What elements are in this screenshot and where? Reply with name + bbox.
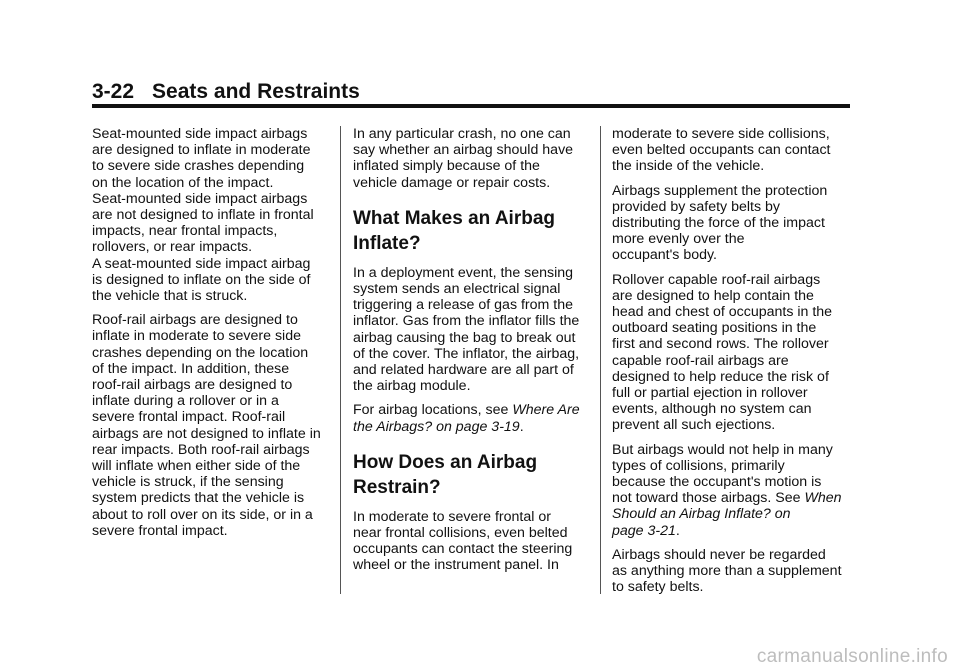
text-line: severe frontal impact. <box>92 522 228 539</box>
paragraph-rollover-roof-rail <box>612 272 852 434</box>
text-line: airbag causing the bag to break out <box>353 329 576 346</box>
text-line: But airbags would not help in many <box>612 441 833 458</box>
text-line: near frontal collisions, even belted <box>353 525 568 542</box>
text-line: distributing the force of the impact <box>612 215 825 232</box>
text-line: crashes depending on the location <box>92 344 309 361</box>
text-span: For airbag locations, see <box>353 402 513 419</box>
text-line: full or partial ejection in rollover <box>612 385 808 402</box>
text-line: more evenly over the <box>612 231 745 248</box>
text-line <box>612 490 852 506</box>
text-line: Airbags supplement the protection <box>612 182 828 199</box>
column-divider-1 <box>340 126 341 594</box>
text-line: inflated simply because of the <box>353 158 540 175</box>
text-line: occupants can contact the steering <box>353 541 573 558</box>
text-line: is designed to inflate on the side of <box>92 271 311 288</box>
column-2 <box>353 126 593 582</box>
text-line: inflate during a rollover or in a <box>92 393 279 410</box>
text-line: Seat-mounted side impact airbags <box>92 190 308 207</box>
page-header <box>92 80 360 104</box>
text-line: Rollover capable roof-rail airbags <box>612 271 821 288</box>
text-line: impacts, near frontal impacts, <box>92 223 278 240</box>
header-rule <box>92 104 850 108</box>
text-line: In moderate to severe frontal or <box>353 508 551 525</box>
heading-line: How Does an Airbag <box>353 451 538 473</box>
text-line: will inflate when either side of the <box>92 458 301 475</box>
text-line <box>612 506 852 522</box>
paragraph-seat-mounted-airbags <box>92 126 332 304</box>
text-span: not toward those airbags. See <box>612 490 805 507</box>
text-line <box>353 402 593 418</box>
text-line: provided by safety belts by <box>612 198 780 215</box>
text-line: the inside of the vehicle. <box>612 158 765 175</box>
text-line: outboard seating positions in the <box>612 320 817 337</box>
text-line: prevent all such ejections. <box>612 417 776 434</box>
text-line: to safety belts. <box>612 579 704 596</box>
text-span: . <box>519 418 524 435</box>
text-line: of the cover. The inflator, the airbag, <box>353 345 580 362</box>
text-line: inflate in moderate to severe side <box>92 328 301 345</box>
text-line: say whether an airbag should have <box>353 142 574 159</box>
text-line: In a deployment event, the sensing <box>353 264 574 281</box>
text-line: severe frontal impact. Roof-rail <box>92 409 286 426</box>
column-3 <box>612 126 852 603</box>
column-divider-2 <box>600 126 601 594</box>
text-line: head and chest of occupants in the <box>612 304 833 321</box>
text-line: are designed to help contain the <box>612 287 814 304</box>
text-line: occupant's body. <box>612 247 717 264</box>
text-line: to severe side crashes depending <box>92 158 305 175</box>
text-line: on the location of the impact. <box>92 174 274 191</box>
text-line: first and second rows. The rollover <box>612 336 829 353</box>
page-number: 3-22 <box>92 80 135 103</box>
paragraph-side-collisions <box>612 126 852 175</box>
text-line: A seat-mounted side impact airbag <box>92 255 311 272</box>
text-line: moderate to severe side collisions, <box>612 126 830 142</box>
text-line: system predicts that the vehicle is <box>92 490 305 507</box>
cross-reference-link[interactable]: Should an Airbag Inflate? on <box>612 506 791 523</box>
cross-reference-link[interactable]: the Airbags? on page 3-19 <box>353 418 520 435</box>
text-line: Roof-rail airbags are designed to <box>92 312 298 329</box>
text-line: rollovers, or rear impacts. <box>92 239 253 256</box>
text-line: of the impact. In addition, these <box>92 360 290 377</box>
heading-line: What Makes an Airbag <box>353 207 556 229</box>
heading-line: Restrain? <box>353 476 441 498</box>
text-line: are designed to inflate in moderate <box>92 142 311 159</box>
text-line: rear impacts. Both roof-rail airbags <box>92 441 310 458</box>
paragraph-crash-damage <box>353 126 593 191</box>
text-line: as anything more than a supplement <box>612 563 842 580</box>
text-line: Airbags should never be regarded <box>612 546 826 563</box>
text-line <box>612 523 852 539</box>
text-line: types of collisions, primarily <box>612 457 785 474</box>
text-line <box>353 419 593 435</box>
paragraph-airbags-supplement <box>612 183 852 264</box>
text-line: system sends an electrical signal <box>353 281 561 298</box>
text-line: airbags are not designed to inflate in <box>92 425 321 442</box>
text-line: events, although no system can <box>612 401 812 418</box>
text-line: vehicle damage or repair costs. <box>353 174 551 191</box>
cross-reference-link[interactable]: When <box>804 490 842 507</box>
text-line: Seat-mounted side impact airbags <box>92 126 308 142</box>
paragraph-frontal-collisions <box>353 509 593 574</box>
text-line: roof-rail airbags are designed to <box>92 377 293 394</box>
text-line: about to roll over on its side, or in a <box>92 506 313 523</box>
watermark-text: carmanualsonline.info <box>756 646 948 667</box>
heading-what-makes-airbag-inflate <box>353 206 593 256</box>
text-line: designed to help reduce the risk of <box>612 368 829 385</box>
text-line: because the occupant's motion is <box>612 474 822 491</box>
text-line: and related hardware are all part of <box>353 362 574 379</box>
section-title: Seats and Restraints <box>152 80 360 103</box>
text-line: the vehicle that is struck. <box>92 288 248 305</box>
text-line: vehicle is struck, if the sensing <box>92 474 284 491</box>
paragraph-deployment-event <box>353 265 593 395</box>
text-line: capable roof-rail airbags are <box>612 352 789 369</box>
paragraph-airbag-locations <box>353 402 593 434</box>
text-line: In any particular crash, no one can <box>353 126 571 142</box>
heading-line: Inflate? <box>353 232 421 254</box>
text-line: even belted occupants can contact <box>612 142 831 159</box>
cross-reference-link[interactable]: Where Are <box>512 402 580 419</box>
text-line: triggering a release of gas from the <box>353 297 574 314</box>
text-line: wheel or the instrument panel. In <box>353 557 559 574</box>
paragraph-never-regarded <box>612 547 852 596</box>
cross-reference-link[interactable]: page 3-21 <box>612 522 676 539</box>
heading-how-does-airbag-restrain <box>353 450 593 500</box>
text-span: . <box>675 522 680 539</box>
paragraph-roof-rail-airbags <box>92 312 332 539</box>
text-line: inflator. Gas from the inflator fills the <box>353 313 580 330</box>
column-1 <box>92 126 332 547</box>
text-line: are not designed to inflate in frontal <box>92 207 314 224</box>
text-line: the airbag module. <box>353 378 471 395</box>
paragraph-airbags-not-help <box>612 442 852 539</box>
